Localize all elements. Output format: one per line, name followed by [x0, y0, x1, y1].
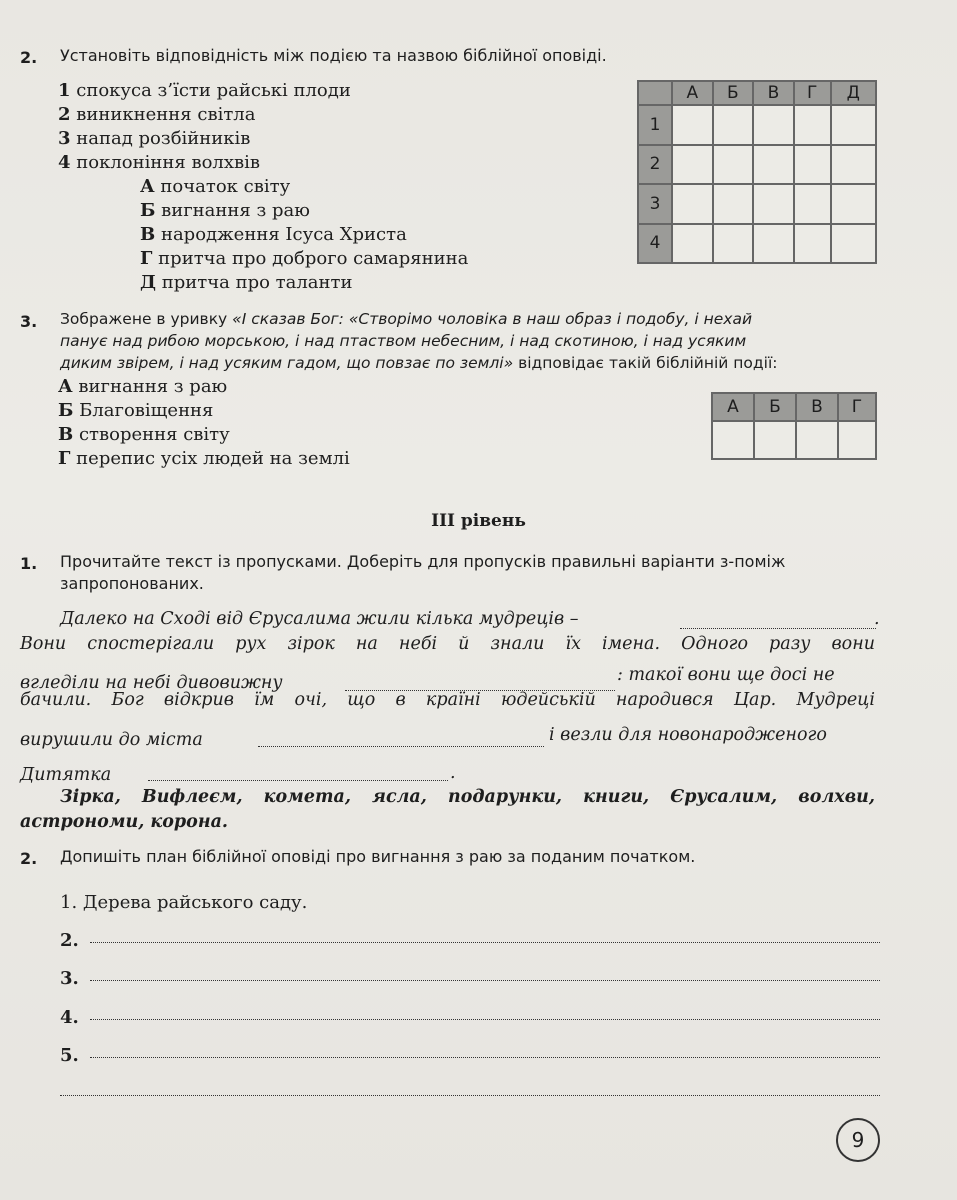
q2-event-1: 1 спокуса з’їсти райські плоди [58, 80, 351, 101]
answer-cell[interactable] [794, 224, 831, 264]
grid-col-header: Б [754, 393, 796, 421]
answer-cell[interactable] [753, 184, 794, 224]
t1-passage-line5a: вирушили до міста [20, 730, 203, 750]
q3-option-b: Б Благовіщення [58, 400, 214, 421]
answer-cell[interactable] [753, 145, 794, 185]
blank-line[interactable] [680, 628, 876, 629]
answer-cell[interactable] [794, 145, 831, 185]
grid-col-header: А [712, 393, 754, 421]
answer-cell[interactable] [672, 105, 713, 145]
t1-passage-line2: Вони спостерігали рух зірок на небі й знали їх імена. Одного разу вони [20, 634, 875, 654]
t1-word-bank-line1: Зірка, Вифлеєм, комета, ясла, подарунки, книги, Єрусалим, волхви, [60, 787, 875, 807]
blank-line[interactable] [148, 780, 448, 781]
plan-answer-line[interactable] [90, 1057, 880, 1058]
t1-passage-line6b: . [450, 763, 456, 783]
answer-cell[interactable] [672, 224, 713, 264]
answer-cell[interactable] [754, 421, 796, 459]
level-title: ІІІ рівень [431, 511, 526, 531]
q2-event-3: 3 напад розбійників [58, 128, 251, 149]
q3-number: 3. [20, 312, 38, 331]
answer-cell[interactable] [831, 184, 876, 224]
q2-option-e: Д притча про таланти [140, 272, 353, 293]
grid-col-header: В [796, 393, 838, 421]
q2-event-2: 2 виникнення світла [58, 104, 256, 125]
answer-cell[interactable] [831, 224, 876, 264]
plan-answer-line[interactable] [90, 942, 880, 943]
answer-cell[interactable] [794, 184, 831, 224]
t1-prompt-line2: запропонованих. [60, 574, 204, 593]
grid-col-header: Г [794, 81, 831, 105]
q3-prompt-line3: диким звірем, і над усяким гадом, що повзає по землі» відповідає такій біблійній події: [60, 354, 778, 372]
plan-answer-line[interactable] [90, 980, 880, 981]
answer-cell[interactable] [713, 105, 754, 145]
answer-cell[interactable] [713, 224, 754, 264]
q3-prompt-line1: Зображене в уривку «І сказав Бог: «Створімо чоловіка в наш образ і подобу, і нехай [60, 310, 753, 328]
q3-prompt-line2: панує над рибою морською, і над птаством небесним, і над скотиною, і над усяким [60, 332, 747, 350]
t1-passage-line1: Далеко на Сході від Єрусалима жили кілька мудреців – [60, 609, 579, 629]
grid-col-header: А [672, 81, 713, 105]
answer-cell[interactable] [753, 105, 794, 145]
grid-col-header: В [753, 81, 794, 105]
t1-passage-line6a: Дитятка [20, 765, 112, 785]
answer-cell[interactable] [672, 184, 713, 224]
t1-prompt-line1: Прочитайте текст із пропусками. Доберіть для пропусків правильні варіанти з-поміж [60, 552, 786, 571]
q2-option-d: Г притча про доброго самарянина [140, 248, 469, 269]
t2-plan-item-4: 4. [60, 1007, 79, 1028]
q3-option-d: Г перепис усіх людей на землі [58, 448, 350, 469]
q2-option-c: В народження Ісуса Христа [140, 224, 407, 245]
grid-col-header: Д [831, 81, 876, 105]
t1-passage-line3a: вгледіли на небі дивовижну [20, 673, 283, 693]
answer-cell[interactable] [831, 145, 876, 185]
t2-plan-item-3: 3. [60, 968, 79, 989]
grid-row-header: 1 [638, 105, 672, 145]
blank-line[interactable] [258, 746, 544, 747]
answer-cell[interactable] [794, 105, 831, 145]
q2-option-a: А початок світу [140, 176, 291, 197]
q3-answer-grid [711, 392, 877, 460]
t2-prompt: Допишіть план біблійної оповіді про вигнання з раю за поданим початком. [60, 847, 696, 866]
t1-passage-line4: бачили. Бог відкрив їм очі, що в країні юдейській народився Цар. Мудреці [20, 690, 875, 710]
grid-row-header: 4 [638, 224, 672, 264]
answer-cell[interactable] [831, 105, 876, 145]
grid-row-header: 3 [638, 184, 672, 224]
t2-number: 2. [20, 849, 38, 868]
plan-answer-line[interactable] [90, 1019, 880, 1020]
t1-passage-line3b: : такої вони ще досі не [617, 665, 835, 685]
t1-number: 1. [20, 554, 38, 573]
answer-cell[interactable] [753, 224, 794, 264]
t1-word-bank-line2: астрономи, корона. [20, 812, 229, 832]
answer-cell[interactable] [838, 421, 876, 459]
answer-cell[interactable] [672, 145, 713, 185]
q2-prompt: Установіть відповідність між подією та назвою біблійної оповіді. [60, 46, 607, 65]
plan-answer-line[interactable] [60, 1095, 880, 1096]
answer-cell[interactable] [713, 145, 754, 185]
q2-answer-grid [637, 80, 877, 264]
q3-option-a: А вигнання з раю [58, 376, 228, 397]
q2-event-4: 4 поклоніння волхвів [58, 152, 261, 173]
page-number: 9 [836, 1118, 880, 1162]
t1-passage-period: . [874, 609, 880, 629]
t2-plan-item-1: 1. Дерева райського саду. [60, 892, 308, 913]
t2-plan-item-2: 2. [60, 930, 79, 951]
q2-number: 2. [20, 48, 38, 67]
grid-col-header: Б [713, 81, 754, 105]
q2-option-b: Б вигнання з раю [140, 200, 310, 221]
answer-cell[interactable] [712, 421, 754, 459]
t2-plan-item-5: 5. [60, 1045, 79, 1066]
q3-option-c: В створення світу [58, 424, 230, 445]
answer-cell[interactable] [796, 421, 838, 459]
grid-corner [638, 81, 672, 105]
t1-passage-line5b: і везли для новонародженого [549, 725, 827, 745]
grid-col-header: Г [838, 393, 876, 421]
grid-row-header: 2 [638, 145, 672, 185]
answer-cell[interactable] [713, 184, 754, 224]
